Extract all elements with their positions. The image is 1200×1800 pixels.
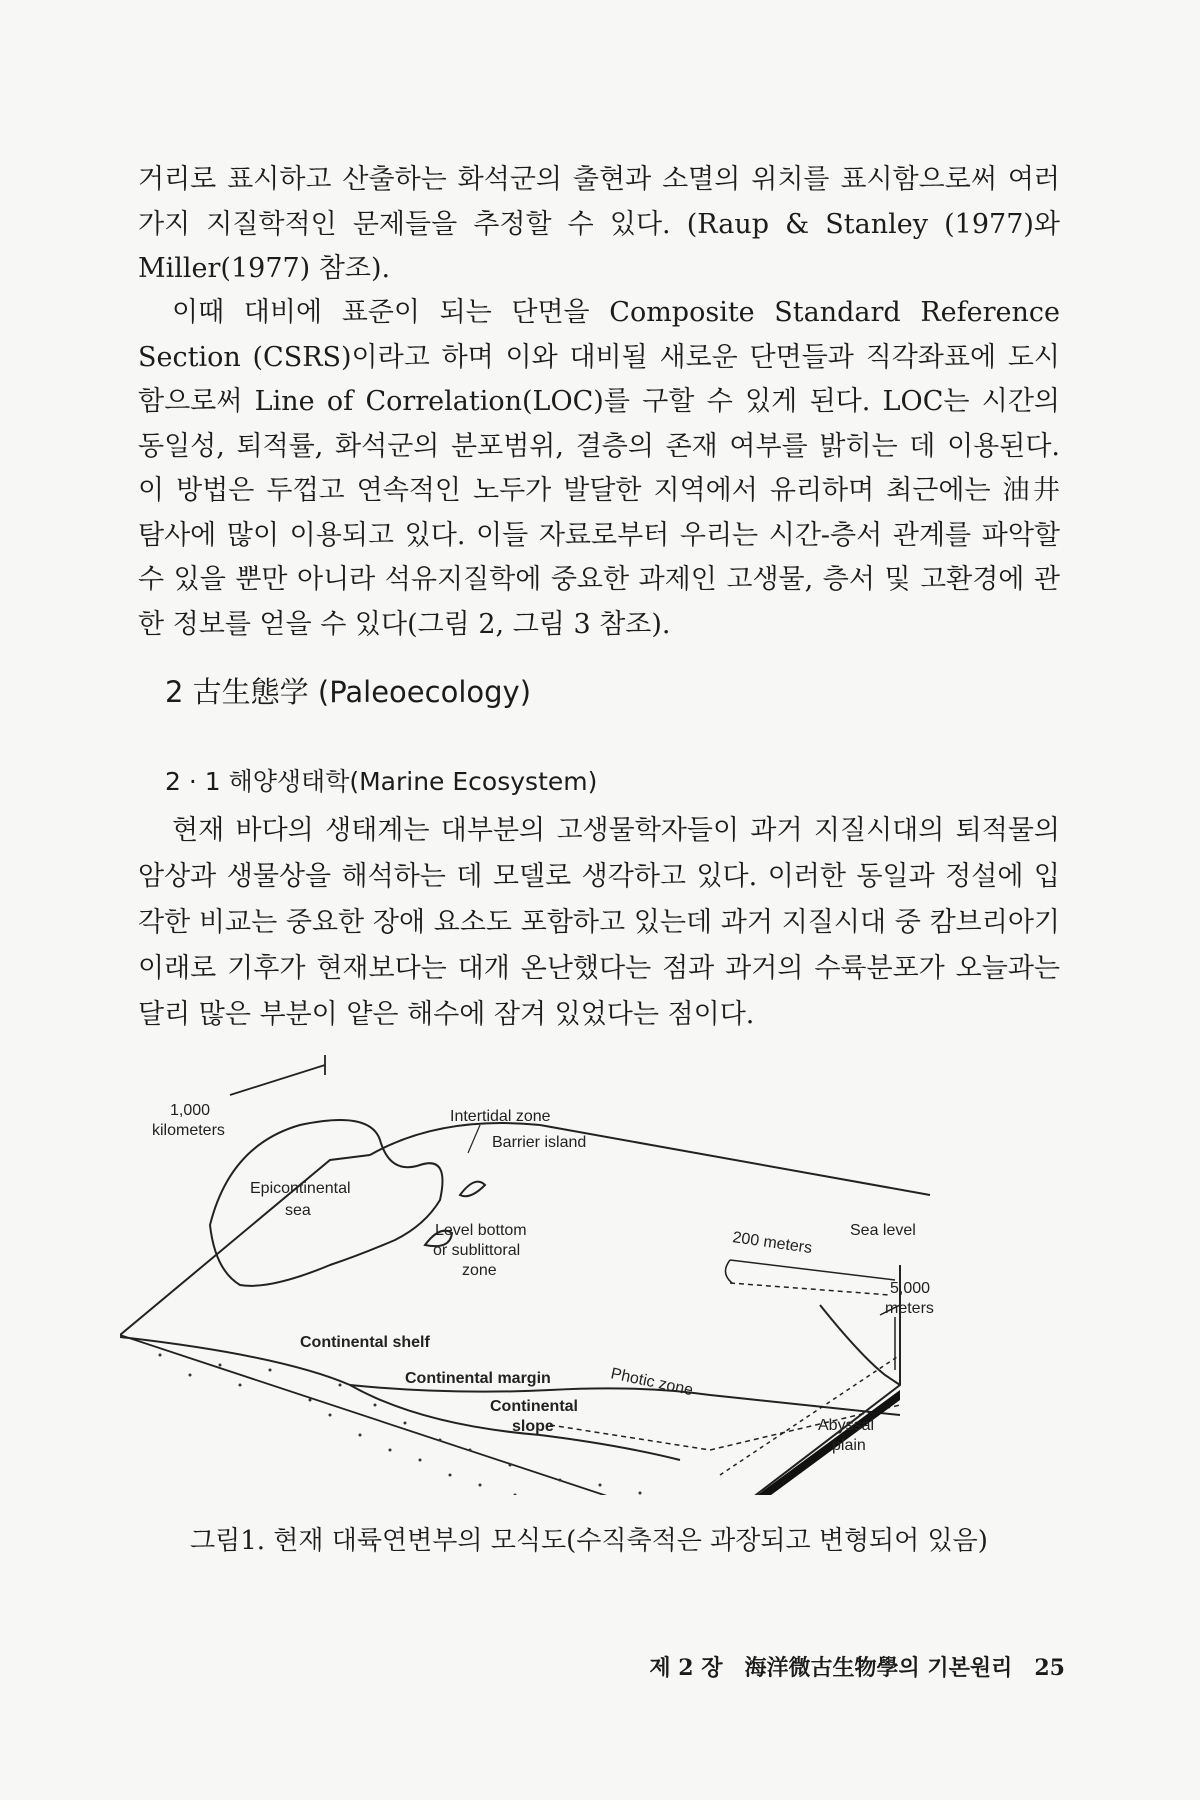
surface-back-edge-right (540, 1125, 930, 1195)
abyssal-plain-label-2: plain (832, 1437, 866, 1454)
depth-unit-label: meters (885, 1300, 934, 1317)
paragraph-csrs: 이때 대비에 표준이 되는 단면을 Composite Standard Reference Section (CSRS)이라고 하며 이와 대비될 새로운 단면들과 직각좌표에 도시함으로써 Line of Correlation(LOC)를 구할 수 있게 된다. LOC는 시간의 동일성, 퇴적률, 화석군의 분포범위, 결층의 존재 여부를 밝히는 데 이용된다. 이 방법은 두껍고 연속적인 노두가 발달한 지역에서 유리하며 최근에는 油井 탐사에 많이 이용되고 있다. 이들 자료로부터 우리는 시간-층서 관계를 파악할 수 있을 뿐만 아니라 석유지질학에 중요한 과제인 고생물, 층서 및 고환경에 관한 정보를 얻을 수 있다(그림 2, 그림 3 참조). (138, 297, 1060, 640)
paragraph-marine: 현재 바다의 생태계는 대부분의 고생물학자들이 과거 지질시대의 퇴적물의 암상과 생물상을 해석하는 데 모델로 생각하고 있다. 이러한 동일과 정설에 입각한 비교는 중요한 장애 요소도 포함하고 있는데 과거 지질시대 중 캄브리아기 이래로 기후가 현재보다는 대개 온난했다는 점과 과거의 수륙분포가 오늘과는 달리 많은 부분이 얕은 해수에 잠겨 있었다는 점이다. (138, 815, 1060, 1030)
epicontinental-sea-outline (210, 1120, 443, 1286)
scale-value-label: 1,000 (170, 1102, 211, 1119)
abyssal-plain-label-1: Abyssal (818, 1417, 875, 1434)
scale-bar (230, 1055, 325, 1095)
sea-level-label: Sea level (850, 1222, 916, 1239)
intertidal-zone-label: Intertidal zone (450, 1108, 551, 1125)
footer-chapter: 제 2 장 (649, 1655, 723, 1681)
page-footer (649, 1651, 1065, 1682)
slope-curve (820, 1305, 900, 1385)
level-bottom-label-2: or sublittoral (433, 1242, 521, 1259)
page-number: 25 (1034, 1655, 1065, 1681)
continental-shelf-label: Continental shelf (300, 1334, 430, 1351)
continental-margin-label: Continental margin (405, 1370, 551, 1387)
epicontinental-sea-label-2: sea (285, 1202, 311, 1219)
scale-unit-label: kilometers (152, 1122, 225, 1139)
photic-zone-label: Photic zone (609, 1365, 695, 1400)
continental-margin-figure (120, 1055, 1080, 1495)
block-front-top-edge (120, 1335, 710, 1495)
barrier-island-label: Barrier island (492, 1134, 587, 1151)
figure-caption: 그림1. 현재 대륙연변부의 모식도(수직축적은 과장되고 변형되어 있음) (190, 1526, 988, 1556)
shelf-profile (120, 1337, 680, 1460)
seafloor-edge (350, 1385, 900, 1415)
paragraph-intro: 거리로 표시하고 산출하는 화석군의 출현과 소멸의 위치를 표시함으로써 여러 가지 지질학적인 문제들을 추정할 수 있다. (Raup & Stanley (1977)와 Miller(1977) 참조). (138, 164, 1060, 284)
200-meters-label: 200 meters (731, 1229, 814, 1258)
level-bottom-label-3: zone (462, 1262, 497, 1279)
continental-slope-label-1: Continental (490, 1398, 578, 1415)
section-heading: 2 古生態学 (Paleoecology) (165, 675, 532, 709)
200m-line (730, 1283, 890, 1295)
block-diagram (120, 1055, 1080, 1495)
epicontinental-sea-label-1: Epicontinental (250, 1180, 351, 1197)
footer-title: 海洋微古生物學의 기본원리 (744, 1655, 1013, 1681)
level-bottom-label-1: Level bottom (435, 1222, 527, 1239)
continental-slope-label-2: slope (512, 1418, 554, 1435)
sea-level-line (730, 1260, 895, 1280)
depth-value-label: 5,000 (890, 1280, 931, 1297)
subsection-heading: 2 · 1 해양생태학(Marine Ecosystem) (165, 767, 598, 796)
